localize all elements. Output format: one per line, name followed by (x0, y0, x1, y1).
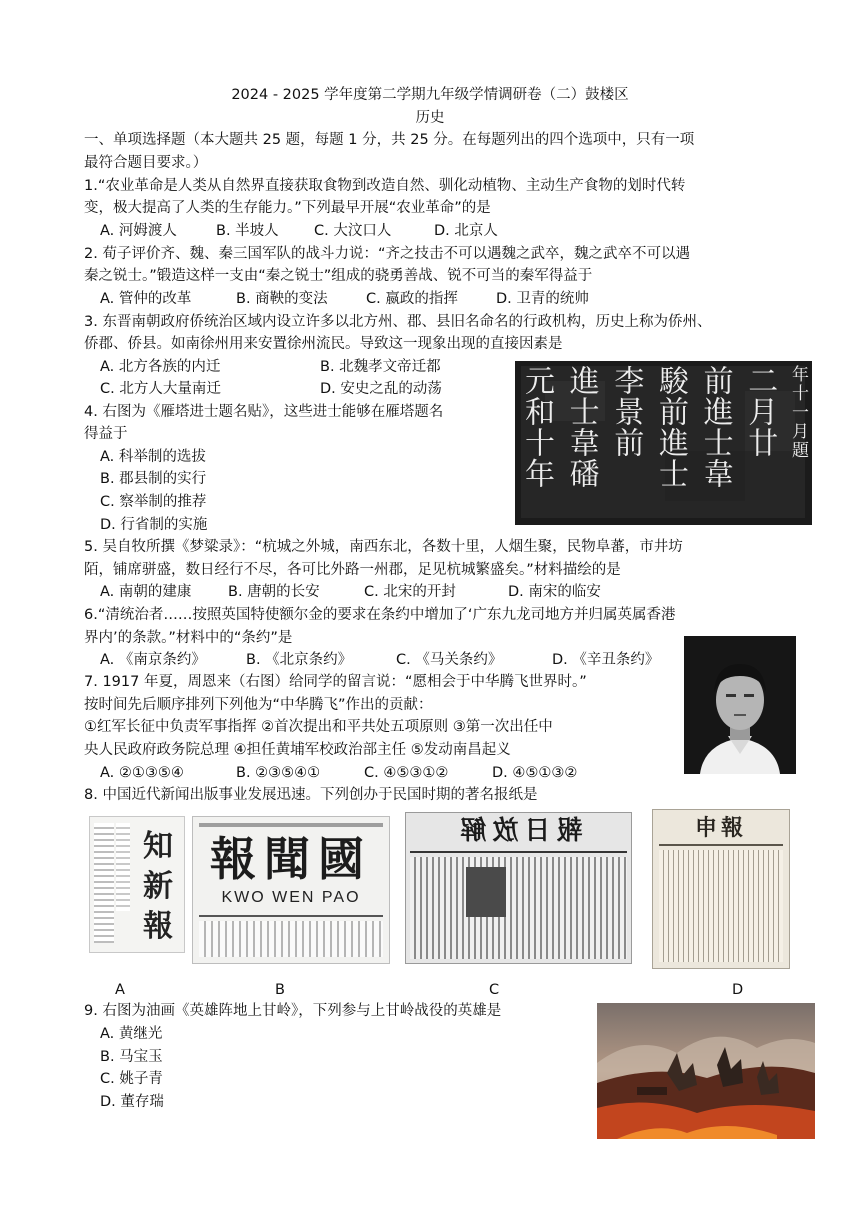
newspaper-b-image (192, 816, 390, 964)
q7-option-d[interactable]: D. ④⑤①③② (492, 765, 578, 781)
q7-stem-line2: 按时间先后顺序排列下列他为“中华腾飞”作出的贡献： (84, 697, 433, 713)
rubbing-column: 駿前進士 (652, 365, 688, 489)
q5-options (100, 581, 601, 604)
rubbing-column: 李景前 (608, 365, 644, 458)
zhou-enlai-portrait (684, 636, 796, 774)
newspaper-label-b[interactable]: B (275, 982, 285, 998)
q3-option-c[interactable]: C. 北方人大量南迁 (100, 381, 221, 397)
q7-options (100, 762, 577, 785)
q6-option-c[interactable]: C. 《马关条约》 (396, 652, 503, 668)
q5-option-c[interactable]: C. 北宋的开封 (364, 584, 456, 600)
q5-option-b[interactable]: B. 唐朝的长安 (228, 584, 320, 600)
newspaper-label-c[interactable]: C (489, 982, 500, 998)
q6-stem-line1: 6.“清统治者……按照英国特使额尔金的要求在条约中增加了‘广东九龙司地方并归属英属香港 (84, 607, 676, 623)
q3-options-row2 (100, 378, 442, 401)
q2-option-a[interactable]: A. 管仲的改革 (100, 291, 192, 307)
q5-option-d[interactable]: D. 南宋的临安 (508, 584, 601, 600)
q5-option-a[interactable]: A. 南朝的建康 (100, 584, 192, 600)
q3-option-d[interactable]: D. 安史之乱的动荡 (320, 381, 442, 397)
q8-stem-line1: 8. 中国近代新闻出版事业发展迅速。下列创办于民国时期的著名报纸是 (84, 787, 538, 803)
painting-scene (597, 1003, 815, 1139)
newspaper-b-text-block (199, 921, 383, 957)
newspaper-d-image (652, 809, 790, 969)
q9-option-b[interactable]: B. 马宝玉 (100, 1049, 163, 1065)
shangganling-painting (597, 1003, 815, 1139)
q6-options (100, 649, 659, 672)
q1-option-c[interactable]: C. 大汶口人 (314, 223, 392, 239)
subject-title: 历史 (415, 110, 445, 126)
newspaper-d-text-block (659, 850, 783, 962)
q1-option-b[interactable]: B. 半坡人 (216, 223, 279, 239)
newspaper-b-top-rule (199, 823, 383, 827)
q6-option-b[interactable]: B. 《北京条约》 (246, 652, 353, 668)
q7-option-c[interactable]: C. ④⑤③①② (364, 765, 449, 781)
newspaper-c-masthead-text: 報日放解 (454, 816, 583, 846)
newspaper-a-side-text (94, 823, 114, 943)
q4-option-c[interactable]: C. 察举制的推荐 (100, 494, 207, 510)
q1-options (100, 220, 498, 243)
q1-stem-line2: 变，极大提高了人类的生存能力。”下列最早开展“农业革命”的是 (84, 200, 491, 216)
newspaper-c-image (405, 812, 632, 964)
q5-stem-line1: 5. 吴自牧所撰《梦粱录》：“杭城之外城，南西东北，各数十里，人烟生聚，民物阜蕃，市井坊 (84, 539, 683, 555)
q1-option-d[interactable]: D. 北京人 (434, 223, 498, 239)
q3-option-a[interactable]: A. 北方各族的内迁 (100, 359, 221, 375)
q7-stem-line3: ①红军长征中负责军事指挥 ②首次提出和平共处五项原则 ③第一次出任中 (84, 719, 553, 735)
rubbing-column: 元和十年 (519, 365, 554, 489)
portrait-figure (684, 636, 796, 774)
q4-stem-line2: 得益于 (84, 426, 128, 442)
q3-stem-line2: 侨郡、侨县。如南徐州用来安置徐州流民。导致这一现象出现的直接因素是 (84, 336, 563, 352)
newspaper-c-text-block (410, 857, 627, 959)
newspaper-a-masthead: 知新報 (143, 829, 173, 944)
q6-option-a[interactable]: A. 《南京条约》 (100, 652, 206, 668)
q7-option-b[interactable]: B. ②③⑤④① (236, 765, 321, 781)
newspaper-label-a[interactable]: A (115, 982, 125, 998)
q9-stem-line1: 9. 右图为油画《英雄阵地上甘岭》，下列参与上甘岭战役的英雄是 (84, 1003, 502, 1019)
newspaper-d-masthead: 申報 (694, 815, 747, 841)
newspaper-a-side-text-2 (116, 823, 130, 911)
yanta-inscription-image (515, 361, 812, 525)
newspaper-c-headline-block (466, 867, 506, 917)
q1-option-a[interactable]: A. 河姆渡人 (100, 223, 177, 239)
q4-option-d[interactable]: D. 行省制的实施 (100, 517, 208, 533)
q7-option-a[interactable]: A. ②①③⑤④ (100, 765, 184, 781)
q7-stem-line4: 央人民政府政务院总理 ④担任黄埔军校政治部主任 ⑤发动南昌起义 (84, 742, 511, 758)
q2-stem-line2: 秦之锐士。”锻造这样一支由“秦之锐士”组成的骁勇善战、锐不可当的秦军得益于 (84, 268, 593, 284)
newspaper-b-english-title: KWO WEN PAO (221, 889, 361, 906)
q2-option-c[interactable]: C. 嬴政的指挥 (366, 291, 458, 307)
q4-stem-line1: 4. 右图为《雁塔进士题名贴》，这些进士能够在雁塔题名 (84, 404, 444, 420)
q5-stem-line2: 陌，铺席骈盛，数日经行不尽，各可比外路一州郡，足见杭城繁盛矣。”材料描绘的是 (84, 562, 621, 578)
newspaper-b-rule (199, 915, 383, 917)
q3-stem-line1: 3. 东晋南朝政府侨统治区域内设立许多以北方州、郡、县旧名命名的行政机构，历史上称为侨州、 (84, 314, 712, 330)
q1-stem-line1: 1.“农业革命是人类从自然界直接获取食物到改造自然、驯化动植物、主动生产食物的划时代转 (84, 178, 686, 194)
newspaper-a-image (89, 816, 185, 953)
q9-option-d[interactable]: D. 董存瑞 (100, 1094, 164, 1110)
rubbing-columns (515, 361, 812, 525)
q2-option-b[interactable]: B. 商鞅的变法 (236, 291, 328, 307)
q9-option-a[interactable]: A. 黄继光 (100, 1026, 163, 1042)
rubbing-column: 前進士韋 (697, 365, 733, 489)
exam-title: 2024 - 2025 学年度第二学期九年级学情调研卷（二）鼓楼区 (231, 87, 629, 103)
newspaper-label-d[interactable]: D (732, 982, 744, 998)
newspaper-d-rule (659, 844, 783, 846)
newspaper-b-masthead: 報聞國 (210, 832, 372, 886)
rubbing-column: 年十一月題 (787, 365, 808, 460)
q6-option-d[interactable]: D. 《辛丑条约》 (552, 652, 660, 668)
q4-option-a[interactable]: A. 科举制的选拔 (100, 449, 206, 465)
section-heading-line2: 最符合题目要求。） (84, 155, 208, 171)
section-heading-line1: 一、单项选择题（本大题共 25 题，每题 1 分，共 25 分。在每题列出的四个选项中，只有一项 (84, 132, 695, 148)
q2-stem-line1: 2. 荀子评价齐、魏、秦三国军队的战斗力说：“齐之技击不可以遇魏之武卒，魏之武卒不可以遇 (84, 246, 690, 262)
q9-option-c[interactable]: C. 姚子青 (100, 1071, 163, 1087)
rubbing-column: 進士韋磻 (563, 365, 599, 489)
newspaper-c-rule (410, 851, 627, 853)
q3-option-b[interactable]: B. 北魏孝文帝迁都 (320, 359, 441, 375)
q2-option-d[interactable]: D. 卫青的统帅 (496, 291, 589, 307)
q4-option-b[interactable]: B. 郡县制的实行 (100, 471, 207, 487)
q3-options-row1 (100, 356, 441, 379)
rubbing-column: 二月廿 (742, 365, 778, 458)
q7-stem-line1: 7. 1917 年夏，周恩来（右图）给同学的留言说：“愿相会于中华腾飞世界时。” (84, 674, 587, 690)
newspaper-c-masthead (406, 815, 631, 847)
q6-stem-line2: 界内’的条款。”材料中的“条约”是 (84, 630, 293, 646)
q2-options (100, 288, 589, 311)
